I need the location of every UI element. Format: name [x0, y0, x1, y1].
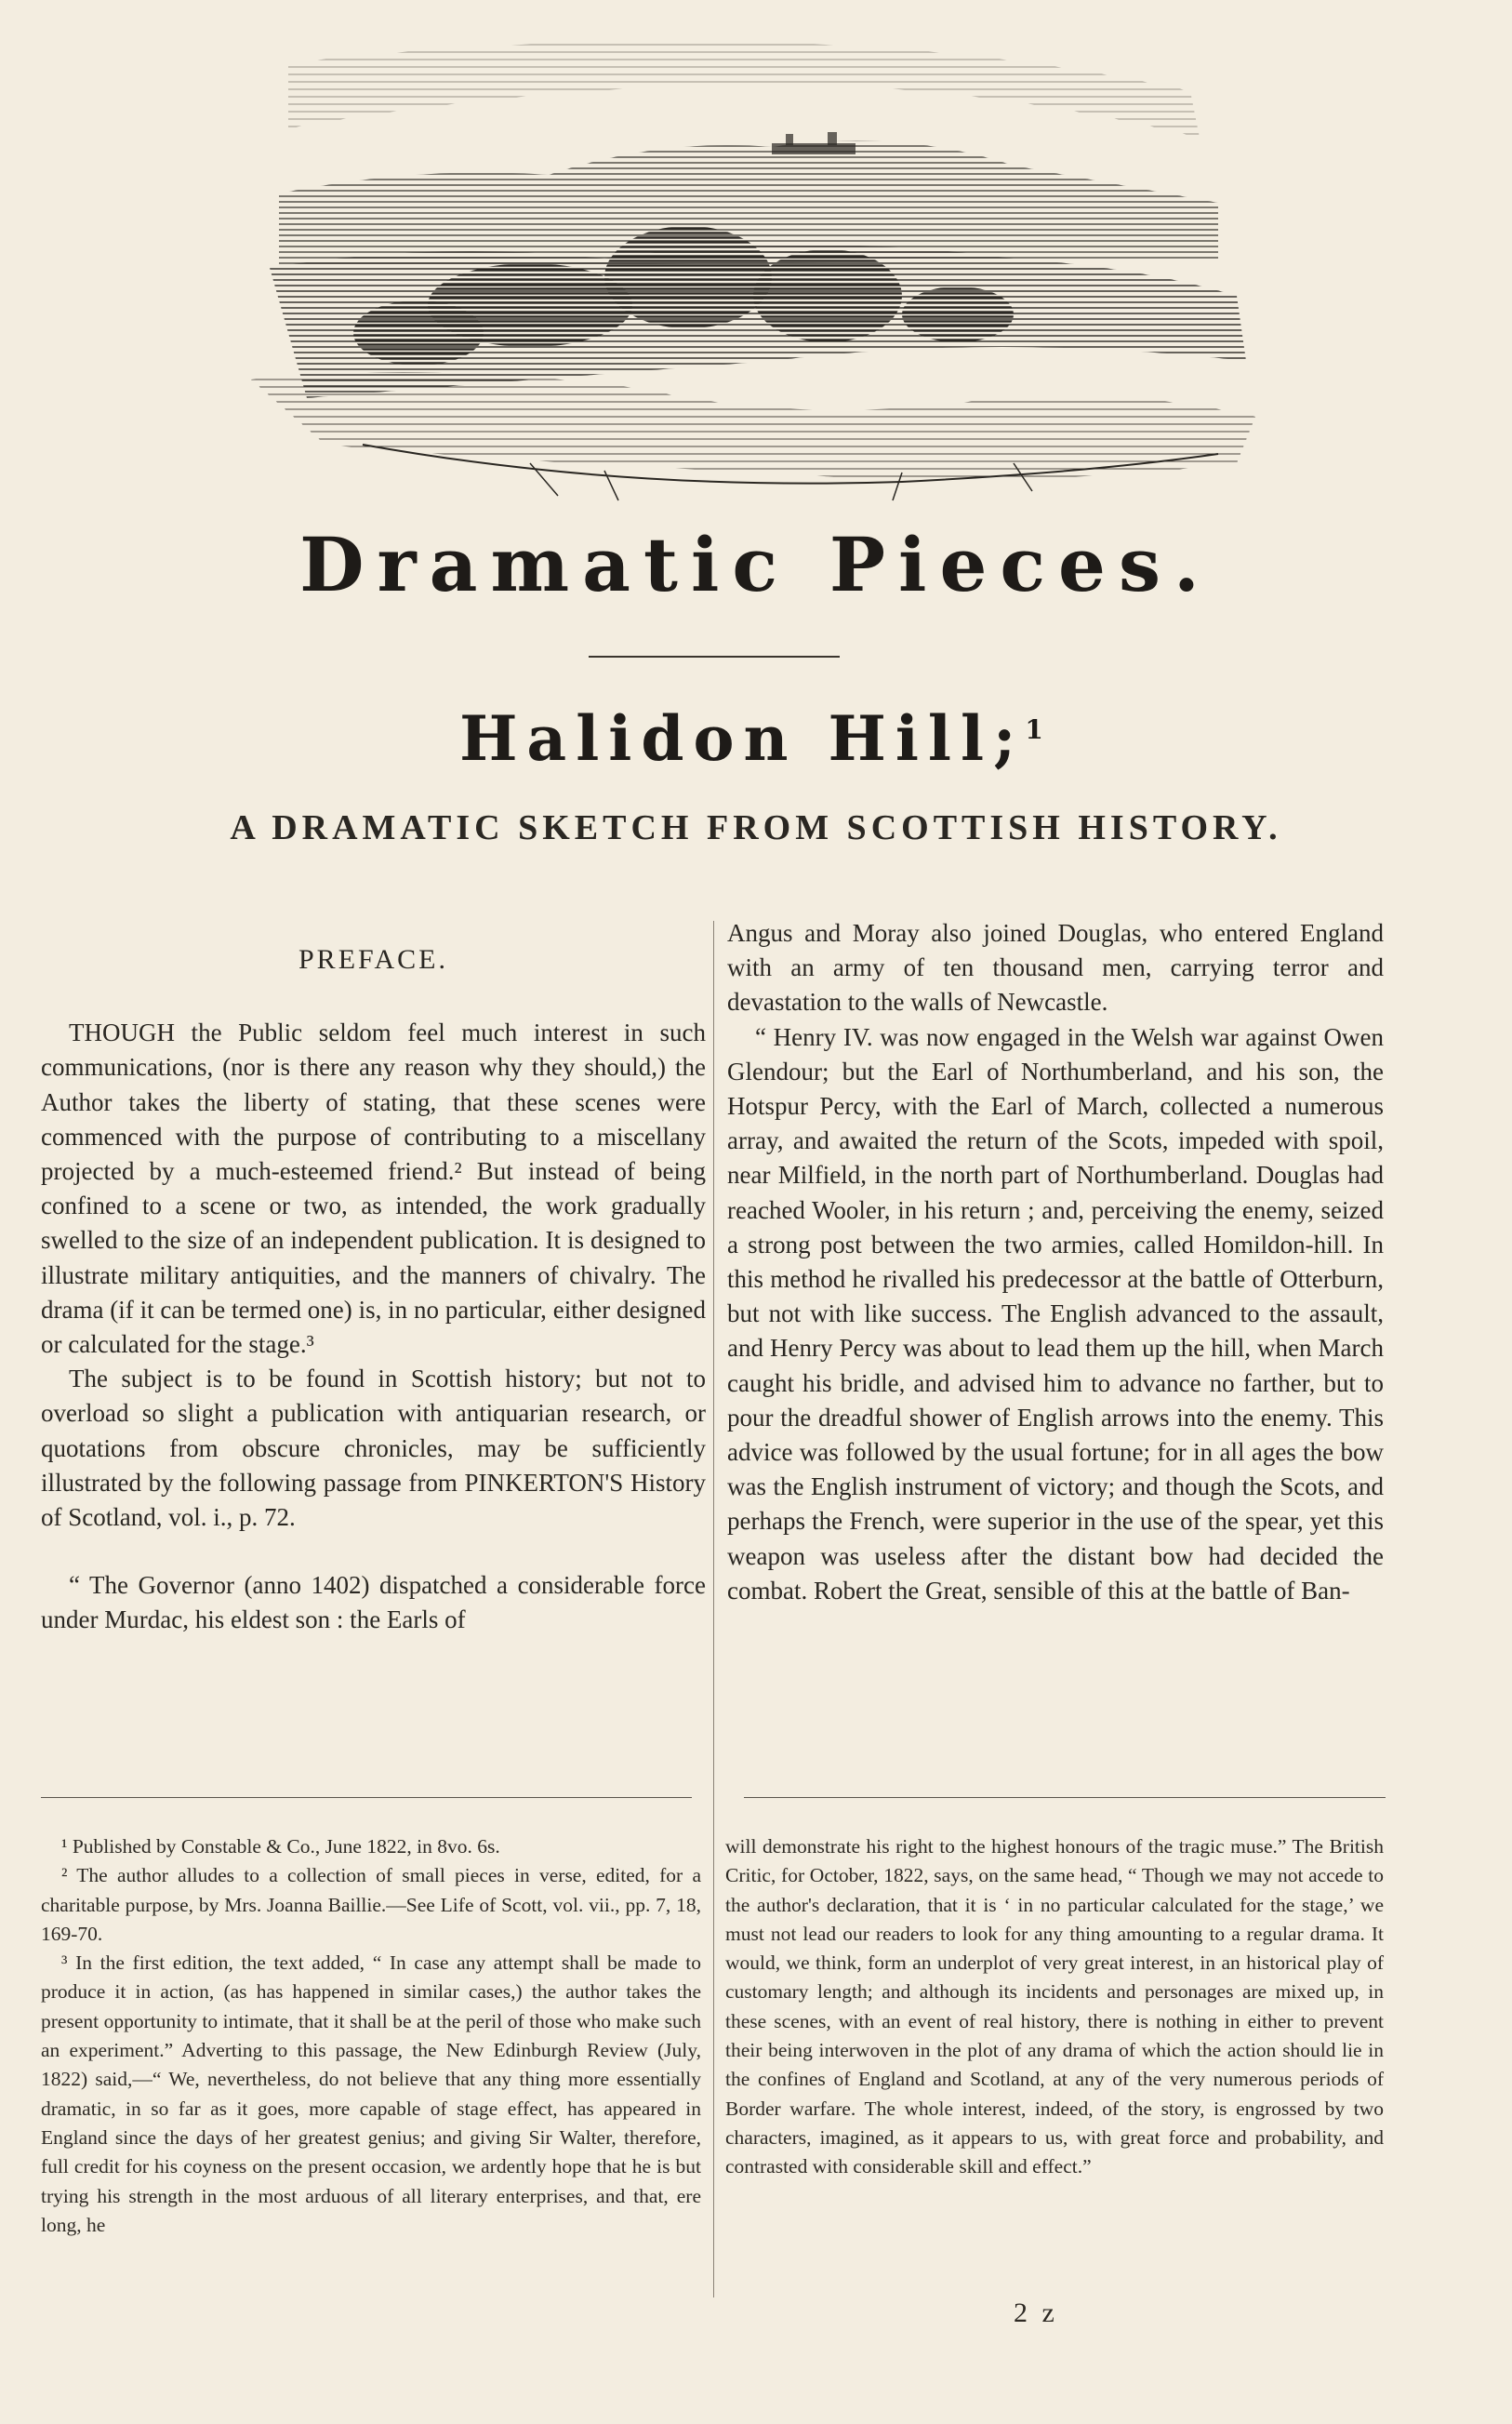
paragraph: THOUGH the Public seldom feel much interest in such communications, (nor is there any reason why they should,) the Author takes the liberty of stating, that these scenes were commenced with the purpose of contributing to a miscellany projected by a much-esteemed friend.² But instead of being confined to a scene or two, as intended, the work gradually swelled to the size of an independent publication. It is designed to illustrate military antiquities, and the manners of chivalry. The drama (if it can be termed one) is, in no particular, either designed or calculated for the stage.³ — [41, 1019, 706, 1359]
paragraph: The subject is to be found in Scottish history; but not to overload so slight a publication with antiquarian research, or quotations from obscure chronicles, may be sufficiently illustrated by the following passage from PINKERTON'S History of Scotland, vol. i., p. 72. — [41, 1365, 706, 1532]
footnote-rule — [744, 1797, 1386, 1798]
preface-heading: PREFACE. — [298, 944, 448, 975]
landscape-vignette-icon — [251, 26, 1274, 510]
right-column — [727, 916, 1384, 1608]
paragraph: “ The Governor (anno 1402) dispatched a considerable force under Murdac, his eldest son : the Earls of — [41, 1571, 706, 1634]
footnote-rule — [41, 1797, 692, 1798]
piece-title-text: Halidon Hill; — [459, 702, 1026, 775]
left-column — [41, 916, 706, 1638]
piece-title — [0, 702, 1512, 775]
paragraph: “ Henry IV. was now engaged in the Welsh war against Owen Glendour; but the Earl of Northumberland, and his son, the Hotspur Percy, with the Earl of March, collected a numerous array, and awaited the return of the Scots, impeded with spoil, near Milfield, in the north part of Northumberland. Douglas had reached Wooler, in his return ; and, perceiving the enemy, seized a strong post between the two armies, called Homildon-hill. In this method he rivalled his predecessor at the battle of Otterburn, but not with like success. The English advanced to the assault, and Henry Percy was about to lead them up the hill, when March caught his bridle, and advised him to advance no farther, but to pour the dreadful shower of English arrows into the enemy. This advice was followed by the usual fortune; for in all ages the bow was the English instrument of victory; and though the Scots, and perhaps the French, were superior in the use of the spear, yet this weapon was useless after the distant bow had decided the combat. Robert the Great, sensible of this at the battle of Ban- — [727, 1022, 1384, 1605]
footnote-marker: 1 — [1025, 714, 1053, 745]
footnote-continuation: will demonstrate his right to the highest honours of the tragic muse.” The British Critic, for October, 1822, says, on the same head, “ Though we may not accede to the author's declaration, that it is ‘ in no particular calculated for the stage,’ we must not lead our readers to look for any thing amounting to a regular drama. It would, we think, form an underplot of very great interest, in an historical play of customary length; and although its incidents and personages are mixed up, in these scenes, with an event of real history, there is nothing in either to prevent their being interwoven in the plot of any drama of which the action should lie in the confines of England and Scotland, at any of the very numerous periods of Border warfare. The whole interest, indeed, of the story, is engrossed by two characters, imagined, as it appears to us, with great force and probability, and contrasted with considerable skill and effect.” — [725, 1835, 1384, 2178]
footnotes-left — [41, 1832, 701, 2240]
footnote: ² The author alludes to a collection of small pieces in verse, edited, for a charitable purpose, by Mrs. Joanna Baillie.—See Life of Scott, vol. vii., pp. 7, 18, 169-70. — [41, 1864, 701, 1945]
signature-mark: 2 z — [1014, 2297, 1058, 2328]
paragraph: Angus and Moray also joined Douglas, who entered England with an army of ten thousand men, carrying terror and devastation to the walls of Newcastle. — [727, 919, 1384, 1017]
footnote: ¹ Published by Constable & Co., June 1822, in 8vo. 6s. — [61, 1835, 500, 1858]
subtitle: A DRAMATIC SKETCH FROM SCOTTISH HISTORY. — [230, 808, 1282, 847]
title-divider — [589, 656, 840, 658]
column-divider — [713, 921, 714, 2297]
footnote: ³ In the first edition, the text added, “ In case any attempt shall be made to produce it in action, (as has happened in similar cases,) the author takes the present opportunity to intimate, that it shall be at the peril of those who make such an experiment.” Adverting to this passage, the New Edinburgh Review (July, 1822) said,—“ We, nevertheless, do not believe that any thing more essentially dramatic, in so far as it goes, more capable of stage effect, has appeared in England since the days of her greatest genius; and giving Sir Walter, therefore, full credit for his coyness on the present occasion, we ardently hope that he is but trying his strength in the most arduous of all literary enterprises, and that, ere long, he — [41, 1951, 701, 2236]
section-title: Dramatic Pieces. — [299, 521, 1213, 608]
footnotes-right — [725, 1832, 1384, 2182]
